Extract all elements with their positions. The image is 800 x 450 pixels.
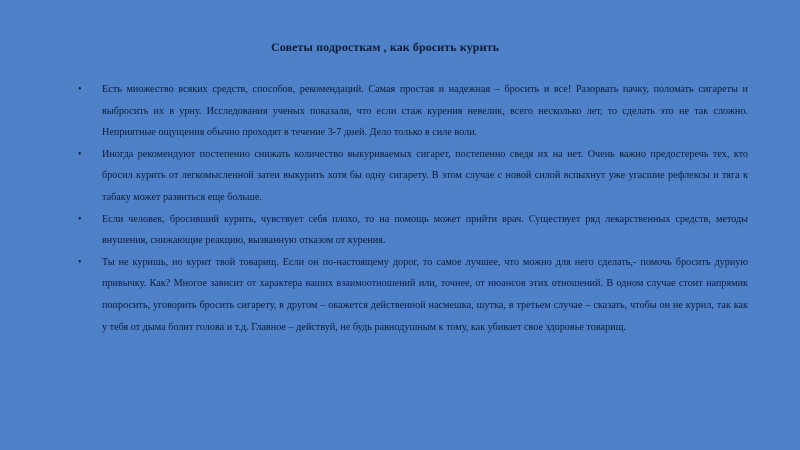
bullet-marker-icon: • (78, 148, 82, 160)
bullet-text: Иногда рекомендуют постепенно снижать количество выкуриваемых сигарет, постепенно сведя их на нет. Очень важно предостеречь тех, кто бросил курить от легкомысленной затеи выкурить хотя бы одну сигарету. В этом случае с новой силой вспыхнут уже угасшие рефлексы и тяга к табаку может развиться еще больше. (102, 148, 748, 203)
bullet-item (78, 252, 748, 338)
bullet-marker-icon: • (78, 256, 82, 268)
bullet-text: Если человек, бросивший курить, чувствует себя плохо, то на помощь может прийти врач. Существует ряд лекарственных средств, методы внушения, снижающие реакцию, вызванную отказом от курения. (102, 213, 748, 247)
slide-title-text: Советы подросткам , как бросить курить (270, 40, 500, 54)
bullet-item (78, 144, 748, 209)
slide-title (0, 40, 800, 55)
bullet-text: Ты не куришь, но курит твой товарищ. Если он по-настоящему дорог, то самое лучшее, что можно для него сделать,- помочь бросить дурную привычку. Как? Многое зависит от характера ваших взаимоотношений или, точнее, от нюансов этих отношений. В одном случае стоит напрямик попросить, уговорить бросить сигарету, в другом – окажется действенной насмешка, шутка, в третьем случае – сказать, чтобы он не курил, так как у тебя от дыма болит голова и т.д. Главное – действуй, не будь равнодушным к тому, как убивает свое здоровье товарищ. (102, 256, 748, 333)
bullet-marker-icon: • (78, 84, 82, 95)
bullet-list (78, 79, 748, 338)
bullet-item (78, 209, 748, 252)
bullet-text: Есть множество всяких средств, способов, рекомендаций. Самая простая и надежная – бросить и все! Разорвать пачку, поломать сигареты и выбросить их в урну. Исследования ученых показали, что если стаж курения невелик, всего несколько лет, то сделать это не так сложно. Неприятные ощущения обычно проходят в течение 3-7 дней. Дело только в силе воли. (102, 84, 748, 139)
bullet-marker-icon: • (78, 213, 82, 225)
bullet-item (78, 79, 748, 144)
